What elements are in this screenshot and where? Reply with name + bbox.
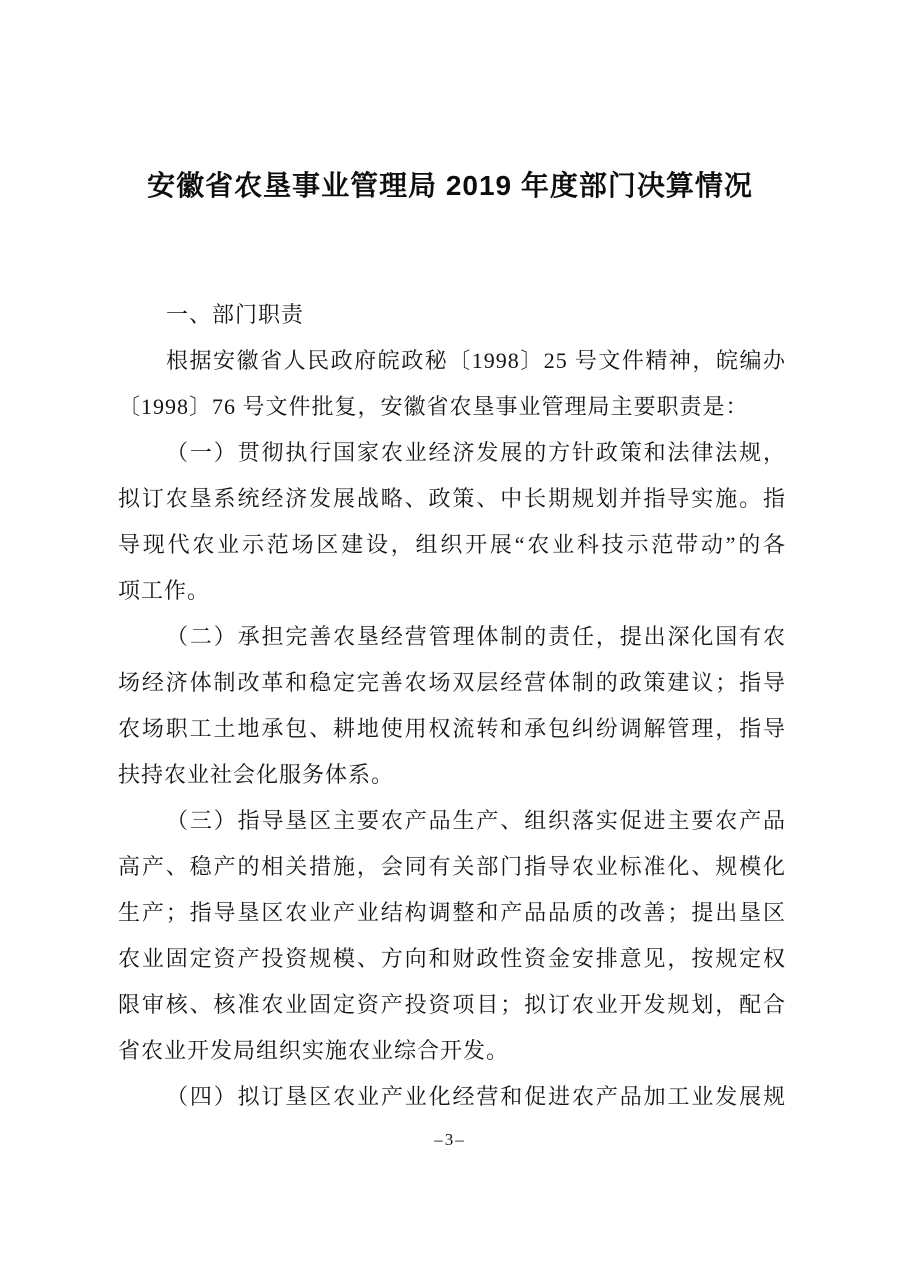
section-heading-duties: 一、部门职责 (166, 302, 305, 327)
doc-line: 场经济体制改革和稳定完善农场双层经营体制的政策建议；指导 (118, 670, 786, 695)
document-title: 安徽省农垦事业管理局 2019 年度部门决算情况 (147, 170, 753, 201)
doc-line: 拟订农垦系统经济发展战略、政策、中长期规划并指导实施。指 (118, 486, 786, 511)
doc-line: 扶持农业社会化服务体系。 (118, 762, 395, 787)
doc-line: （四）拟订垦区农业产业化经营和促进农产品加工业发展规 (166, 1084, 786, 1109)
doc-line: 高产、稳产的相关措施，会同有关部门指导农业标准化、规模化 (118, 854, 786, 879)
doc-line: 省农业开发局组织实施农业综合开发。 (118, 1038, 510, 1063)
doc-line: 限审核、核准农业固定资产投资项目；拟订农业开发规划，配合 (118, 992, 786, 1017)
doc-line: （一）贯彻执行国家农业经济发展的方针政策和法律法规， (166, 440, 786, 465)
doc-line: （三）指导垦区主要农产品生产、组织落实促进主要农产品 (166, 808, 786, 833)
doc-line: 农场职工土地承包、耕地使用权流转和承包纠纷调解管理，指导 (118, 716, 786, 741)
doc-line: （二）承担完善农垦经营管理体制的责任，提出深化国有农 (166, 624, 786, 649)
doc-line: 生产；指导垦区农业产业结构调整和产品品质的改善；提出垦区 (118, 900, 786, 925)
doc-line: 农业固定资产投资规模、方向和财政性资金安排意见，按规定权 (118, 946, 786, 971)
doc-line: 〔1998〕76 号文件批复，安徽省农垦事业管理局主要职责是： (118, 394, 749, 419)
page-number: –3– (434, 1130, 466, 1149)
document-body (118, 292, 786, 1120)
doc-line: 导现代农业示范场区建设，组织开展“农业科技示范带动”的各 (118, 532, 786, 557)
doc-line: 项工作。 (118, 578, 211, 603)
doc-line: 根据安徽省人民政府皖政秘〔1998〕25 号文件精神，皖编办 (166, 348, 786, 373)
